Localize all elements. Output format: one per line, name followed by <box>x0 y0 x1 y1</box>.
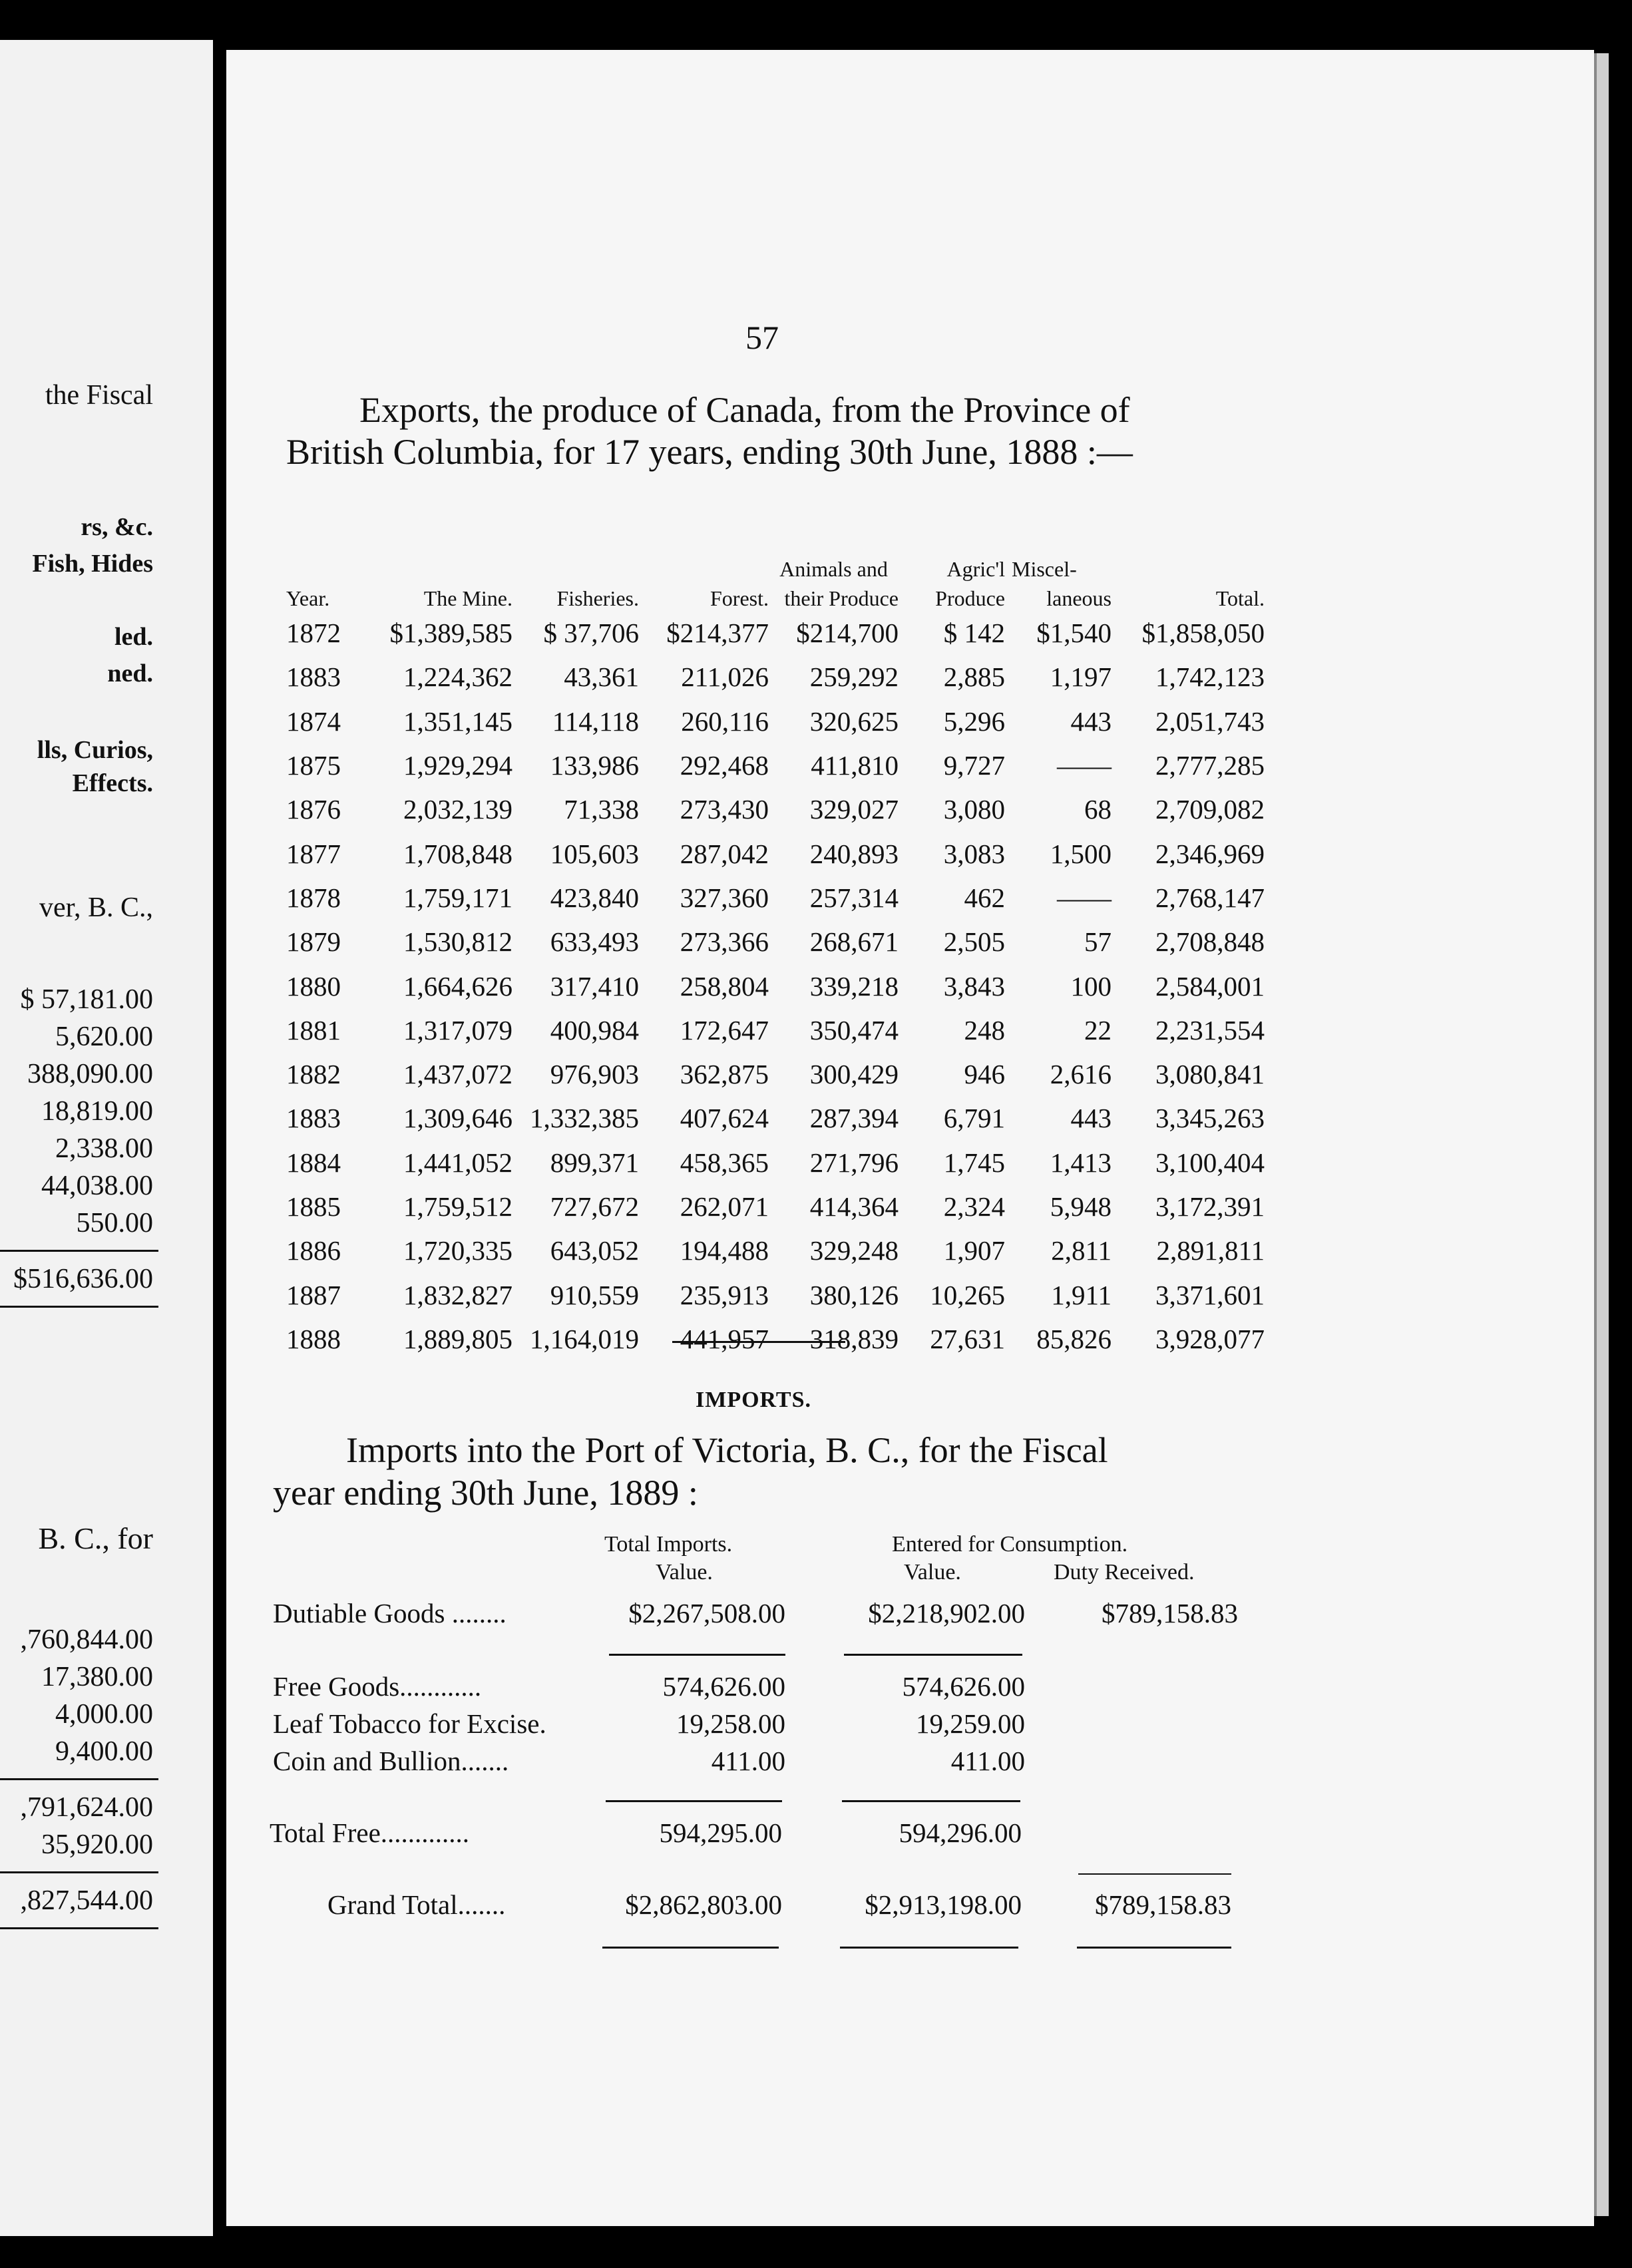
cell-misc: $1,540 <box>1036 618 1112 649</box>
cell-animals: 271,796 <box>809 1147 899 1178</box>
cell-year: 1884 <box>286 1147 341 1178</box>
import-entered: $2,913,198.00 <box>865 1889 1022 1920</box>
cell-mine: 1,929,294 <box>403 750 512 781</box>
cell-mine: 1,309,646 <box>403 1103 512 1134</box>
cell-year: 1887 <box>286 1279 341 1310</box>
left-page-fragment <box>0 40 213 2236</box>
table-row <box>260 1317 1265 1361</box>
cell-year: 1874 <box>286 705 341 737</box>
left-value: 4,000.00 <box>55 1699 153 1730</box>
cell-agric: 3,080 <box>943 794 1005 825</box>
cell-agric: 10,265 <box>930 1279 1005 1310</box>
cell-total: 3,928,077 <box>1155 1323 1265 1354</box>
cell-mine: 1,530,812 <box>403 926 512 958</box>
cell-mine: 1,720,335 <box>403 1235 512 1266</box>
cell-agric: 3,083 <box>943 838 1005 869</box>
header-misc: laneous <box>1046 586 1112 610</box>
cell-total: 2,708,848 <box>1155 926 1265 958</box>
cell-misc: 1,197 <box>1050 662 1112 693</box>
col-value: Value. <box>656 1560 713 1585</box>
table-row <box>260 787 1265 831</box>
cell-misc: —— <box>1057 750 1112 781</box>
header-misc-top: Miscel- <box>1012 557 1077 581</box>
header-fisheries: Fisheries. <box>556 586 639 610</box>
table-row <box>260 611 1265 655</box>
import-entered: $2,218,902.00 <box>868 1598 1025 1628</box>
left-line: ver, B. C., <box>39 892 153 923</box>
left-value: 35,920.00 <box>41 1829 153 1860</box>
import-label: Coin and Bullion....... <box>273 1746 509 1776</box>
cell-year: 1882 <box>286 1059 341 1090</box>
left-total: ,827,544.00 <box>20 1885 153 1916</box>
cell-year: 1883 <box>286 662 341 693</box>
cell-mine: 1,351,145 <box>403 705 512 737</box>
left-line: Effects. <box>72 769 153 797</box>
header-year: Year. <box>286 586 330 610</box>
cell-year: 1881 <box>286 1014 341 1045</box>
import-entered: 411.00 <box>950 1746 1025 1776</box>
cell-total: 3,345,263 <box>1155 1103 1265 1134</box>
table-row <box>260 1096 1265 1140</box>
cell-agric: $ 142 <box>943 618 1005 649</box>
cell-forest: 172,647 <box>680 1014 769 1045</box>
imports-heading: IMPORTS. <box>696 1388 811 1412</box>
table-row <box>260 743 1265 787</box>
header-animals: their Produce <box>784 586 899 610</box>
cell-forest: 194,488 <box>680 1235 769 1266</box>
table-row <box>260 876 1265 920</box>
cell-fisheries: 633,493 <box>550 926 639 958</box>
import-total: $2,267,508.00 <box>628 1598 785 1628</box>
cell-fisheries: 727,672 <box>550 1191 639 1222</box>
cell-mine: 1,889,805 <box>403 1323 512 1354</box>
import-duty: $789,158.83 <box>1095 1889 1231 1920</box>
cell-year: 1888 <box>286 1323 341 1354</box>
cell-forest: 458,365 <box>680 1147 769 1178</box>
cell-total: 3,080,841 <box>1155 1059 1265 1090</box>
cell-mine: 1,832,827 <box>403 1279 512 1310</box>
cell-misc: 57 <box>1084 926 1112 958</box>
rule <box>1077 1947 1231 1949</box>
cell-forest: 273,430 <box>680 794 769 825</box>
cell-fisheries: 899,371 <box>550 1147 639 1178</box>
header-agric: Produce <box>935 586 1005 610</box>
cell-animals: 259,292 <box>809 662 899 693</box>
imports-title-line2: year ending 30th June, 1889 : <box>273 1473 698 1513</box>
section-divider <box>672 1341 845 1343</box>
left-rule <box>0 1927 158 1929</box>
cell-mine: 1,441,052 <box>403 1147 512 1178</box>
header-agric-top: Agric'l <box>946 557 1005 581</box>
left-value: 5,620.00 <box>55 1022 153 1052</box>
cell-misc: 2,616 <box>1050 1059 1112 1090</box>
left-value: 44,038.00 <box>41 1171 153 1201</box>
cell-total: 2,584,001 <box>1155 970 1265 1002</box>
cell-animals: $214,700 <box>796 618 899 649</box>
exports-title-line2: British Columbia, for 17 years, ending 30th June, 1888 :— <box>286 432 1133 472</box>
cell-mine: 2,032,139 <box>403 794 512 825</box>
page-edge <box>1594 53 1609 2216</box>
cell-fisheries: 317,410 <box>550 970 639 1002</box>
cell-forest: 262,071 <box>680 1191 769 1222</box>
rule <box>1078 1873 1231 1875</box>
cell-mine: 1,759,171 <box>403 882 512 913</box>
rule <box>609 1654 785 1656</box>
cell-agric: 1,745 <box>943 1147 1005 1178</box>
import-label: Free Goods............ <box>273 1671 482 1702</box>
import-label: Grand Total....... <box>327 1889 506 1920</box>
import-label: Dutiable Goods ........ <box>273 1598 507 1628</box>
left-value: 2,338.00 <box>55 1133 153 1164</box>
rule <box>606 1800 782 1802</box>
left-value: 18,819.00 <box>41 1096 153 1127</box>
cell-agric: 3,843 <box>943 970 1005 1002</box>
left-value: 550.00 <box>76 1208 153 1238</box>
cell-agric: 2,885 <box>943 662 1005 693</box>
cell-misc: 443 <box>1070 1103 1112 1134</box>
left-line: ned. <box>107 660 153 687</box>
cell-total: 2,777,285 <box>1155 750 1265 781</box>
rule <box>840 1947 1018 1949</box>
header-top-row <box>260 552 1265 582</box>
left-line: lls, Curios, <box>37 736 153 764</box>
cell-misc: 1,911 <box>1051 1279 1112 1310</box>
rule <box>844 1654 1022 1656</box>
cell-fisheries: 114,118 <box>552 705 639 737</box>
header-mine: The Mine. <box>423 586 512 610</box>
left-rule <box>0 1778 158 1780</box>
cell-fisheries: 133,986 <box>550 750 639 781</box>
cell-agric: 5,296 <box>943 705 1005 737</box>
cell-misc: 443 <box>1070 705 1112 737</box>
cell-total: 1,742,123 <box>1155 662 1265 693</box>
cell-fisheries: 105,603 <box>550 838 639 869</box>
imports-title-line1: Imports into the Port of Victoria, B. C., for the Fiscal <box>346 1430 1108 1470</box>
cell-fisheries: 1,332,385 <box>530 1103 639 1134</box>
cell-misc: 85,826 <box>1036 1323 1112 1354</box>
cell-fisheries: 400,984 <box>550 1014 639 1045</box>
cell-total: 2,891,811 <box>1156 1235 1265 1266</box>
cell-animals: 240,893 <box>809 838 899 869</box>
table-row <box>260 964 1265 1008</box>
cell-total: 3,100,404 <box>1155 1147 1265 1178</box>
cell-animals: 287,394 <box>809 1103 899 1134</box>
exports-table <box>260 552 1265 1361</box>
cell-agric: 2,505 <box>943 926 1005 958</box>
table-row <box>260 1228 1265 1272</box>
cell-forest: 235,913 <box>680 1279 769 1310</box>
cell-forest: 258,804 <box>680 970 769 1002</box>
cell-animals: 411,810 <box>811 750 899 781</box>
cell-forest: 273,366 <box>680 926 769 958</box>
cell-animals: 268,671 <box>809 926 899 958</box>
cell-agric: 27,631 <box>930 1323 1005 1354</box>
header-forest: Forest. <box>710 586 769 610</box>
cell-forest: $214,377 <box>666 618 769 649</box>
left-value: 9,400.00 <box>55 1736 153 1767</box>
cell-total: 2,051,743 <box>1155 705 1265 737</box>
col-duty: Duty Received. <box>1054 1560 1195 1585</box>
cell-total: 3,172,391 <box>1155 1191 1265 1222</box>
cell-total: 3,371,601 <box>1155 1279 1265 1310</box>
cell-total: $1,858,050 <box>1141 618 1265 649</box>
cell-animals: 350,474 <box>809 1014 899 1045</box>
cell-year: 1877 <box>286 838 341 869</box>
cell-mine: $1,389,585 <box>389 618 512 649</box>
cell-animals: 380,126 <box>809 1279 899 1310</box>
header-row <box>260 582 1265 611</box>
left-rule <box>0 1250 158 1252</box>
left-line: B. C., for <box>38 1521 153 1555</box>
rule <box>602 1947 779 1949</box>
table-row <box>260 655 1265 699</box>
cell-misc: 100 <box>1070 970 1112 1002</box>
cell-forest: 211,026 <box>681 662 769 693</box>
cell-fisheries: 976,903 <box>550 1059 639 1090</box>
table-row <box>260 1272 1265 1316</box>
left-line: Fish, Hides <box>32 550 153 578</box>
cell-fisheries: 910,559 <box>550 1279 639 1310</box>
page-number: 57 <box>745 319 779 356</box>
cell-year: 1879 <box>286 926 341 958</box>
col-value2: Value. <box>904 1560 961 1585</box>
import-total: $2,862,803.00 <box>625 1889 782 1920</box>
cell-forest: 407,624 <box>680 1103 769 1134</box>
left-value: 388,090.00 <box>27 1059 153 1089</box>
cell-mine: 1,317,079 <box>403 1014 512 1045</box>
cell-fisheries: 43,361 <box>564 662 639 693</box>
header-animals-top: Animals and <box>779 557 888 581</box>
import-duty: $789,158.83 <box>1102 1598 1238 1628</box>
cell-animals: 329,248 <box>809 1235 899 1266</box>
import-entered: 574,626.00 <box>902 1671 1025 1702</box>
left-value: $ 57,181.00 <box>20 984 153 1015</box>
cell-forest: 292,468 <box>680 750 769 781</box>
cell-animals: 257,314 <box>809 882 899 913</box>
cell-fisheries: 71,338 <box>564 794 639 825</box>
table-row <box>260 1185 1265 1228</box>
cell-misc: 1,500 <box>1050 838 1112 869</box>
cell-forest: 362,875 <box>680 1059 769 1090</box>
left-line: led. <box>114 623 153 651</box>
header-total: Total. <box>1215 586 1265 610</box>
cell-total: 2,768,147 <box>1155 882 1265 913</box>
left-line: rs, &c. <box>81 513 153 541</box>
exports-body <box>260 611 1265 1361</box>
col-total-imports: Total Imports. <box>604 1532 733 1557</box>
rule <box>842 1800 1020 1802</box>
cell-agric: 946 <box>964 1059 1005 1090</box>
cell-fisheries: 423,840 <box>550 882 639 913</box>
import-entered: 594,296.00 <box>899 1817 1022 1848</box>
cell-animals: 318,839 <box>809 1323 899 1354</box>
cell-misc: 68 <box>1084 794 1112 825</box>
import-total: 574,626.00 <box>662 1671 785 1702</box>
col-entered: Entered for Consumption. <box>892 1532 1128 1557</box>
cell-year: 1872 <box>286 618 341 649</box>
cell-animals: 414,364 <box>809 1191 899 1222</box>
left-value: ,791,624.00 <box>20 1792 153 1823</box>
cell-misc: 5,948 <box>1050 1191 1112 1222</box>
cell-total: 2,709,082 <box>1155 794 1265 825</box>
cell-forest: 260,116 <box>681 705 769 737</box>
cell-agric: 1,907 <box>943 1235 1005 1266</box>
import-label: Total Free............. <box>270 1817 470 1848</box>
cell-mine: 1,664,626 <box>403 970 512 1002</box>
table-row <box>260 1008 1265 1052</box>
cell-agric: 462 <box>964 882 1005 913</box>
cell-forest: 441,957 <box>680 1323 769 1354</box>
cell-year: 1885 <box>286 1191 341 1222</box>
table-row <box>260 699 1265 743</box>
cell-agric: 6,791 <box>943 1103 1005 1134</box>
import-total: 411.00 <box>711 1746 785 1776</box>
cell-year: 1880 <box>286 970 341 1002</box>
left-rule <box>0 1871 158 1873</box>
left-total: $516,636.00 <box>13 1264 153 1294</box>
cell-mine: 1,759,512 <box>403 1191 512 1222</box>
cell-animals: 320,625 <box>809 705 899 737</box>
cell-year: 1878 <box>286 882 341 913</box>
cell-misc: —— <box>1057 882 1112 913</box>
cell-animals: 339,218 <box>809 970 899 1002</box>
cell-mine: 1,437,072 <box>403 1059 512 1090</box>
cell-year: 1875 <box>286 750 341 781</box>
cell-misc: 1,413 <box>1050 1147 1112 1178</box>
import-total: 19,258.00 <box>676 1708 785 1739</box>
cell-mine: 1,708,848 <box>403 838 512 869</box>
table-row <box>260 920 1265 964</box>
left-line: the Fiscal <box>45 380 153 411</box>
cell-forest: 287,042 <box>680 838 769 869</box>
cell-year: 1883 <box>286 1103 341 1134</box>
left-rule <box>0 1306 158 1308</box>
cell-misc: 22 <box>1084 1014 1112 1045</box>
cell-fisheries: 643,052 <box>550 1235 639 1266</box>
import-label: Leaf Tobacco for Excise. <box>273 1708 546 1739</box>
cell-agric: 2,324 <box>943 1191 1005 1222</box>
left-value: 17,380.00 <box>41 1662 153 1692</box>
table-row <box>260 831 1265 875</box>
cell-total: 2,346,969 <box>1155 838 1265 869</box>
cell-total: 2,231,554 <box>1155 1014 1265 1045</box>
left-value: ,760,844.00 <box>20 1624 153 1655</box>
exports-title-line1: Exports, the produce of Canada, from the Province of <box>359 390 1130 430</box>
cell-forest: 327,360 <box>680 882 769 913</box>
cell-mine: 1,224,362 <box>403 662 512 693</box>
book-gutter <box>213 0 226 2268</box>
cell-fisheries: $ 37,706 <box>543 618 639 649</box>
import-entered: 19,259.00 <box>916 1708 1025 1739</box>
import-total: 594,295.00 <box>659 1817 782 1848</box>
cell-misc: 2,811 <box>1051 1235 1112 1266</box>
cell-year: 1886 <box>286 1235 341 1266</box>
cell-fisheries: 1,164,019 <box>530 1323 639 1354</box>
cell-year: 1876 <box>286 794 341 825</box>
table-row <box>260 1141 1265 1185</box>
cell-agric: 248 <box>964 1014 1005 1045</box>
cell-agric: 9,727 <box>943 750 1005 781</box>
table-row <box>260 1052 1265 1096</box>
cell-animals: 300,429 <box>809 1059 899 1090</box>
cell-animals: 329,027 <box>809 794 899 825</box>
